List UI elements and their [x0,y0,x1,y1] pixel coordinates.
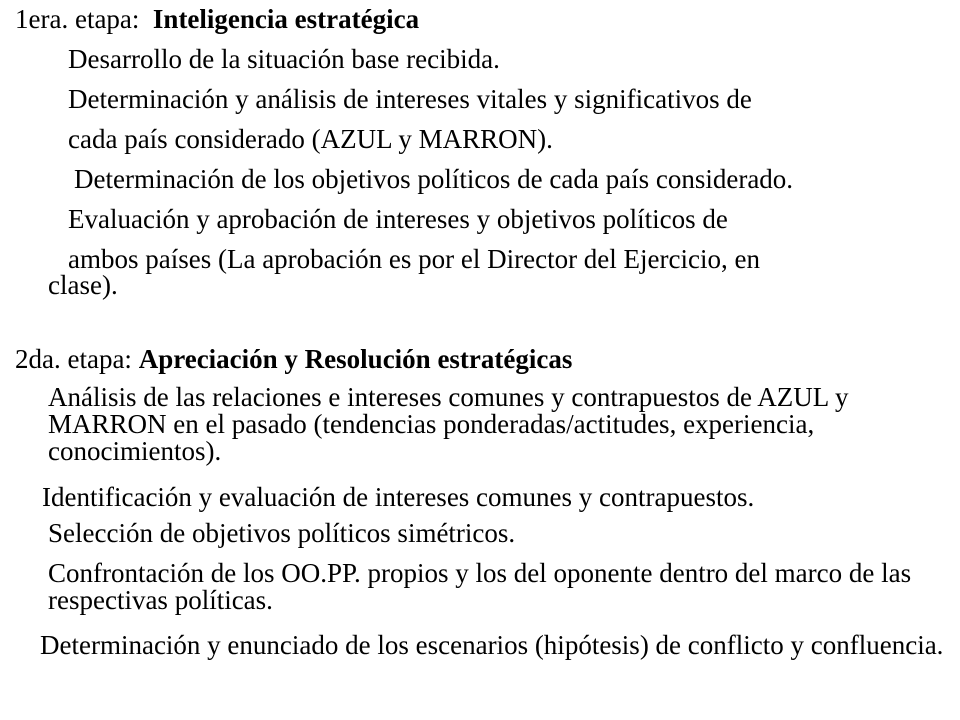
stage2-item-5: Determinación y enunciado de los escenarios (hipótesis) de conflicto y confluencia. [40,630,944,660]
stage1-heading-title: Inteligencia estratégica [152,4,420,34]
stage1-item-1: Desarrollo de la situación base recibida. [68,44,500,74]
stage2-heading-title: Apreciación y Resolución estratégicas [138,344,573,374]
stage1-heading [15,6,419,33]
stage2-item-3: Selección de objetivos políticos simétricos. [48,518,516,548]
stage1-item-4-line-1: Evaluación y aprobación de intereses y objetivos políticos de [68,204,728,234]
stage2-item-2: Identificación y evaluación de intereses comunes y contrapuestos. [42,482,755,512]
stage1-item-3: Determinación de los objetivos políticos de cada país considerado. [74,164,794,194]
stage1-item-2-line-2: cada país considerado (AZUL y MARRON). [68,124,553,154]
stage1-item-4-line-3: clase). [48,270,118,300]
stage2-item-1: Análisis de las relaciones e intereses comunes y contrapuestos de AZUL y MARRON en el pasado (tendencias ponderadas/actitudes, experiencia, conocimientos). [48,382,849,466]
stage2-heading [15,346,572,373]
stage2-item-4: Confrontación de los OO.PP. propios y los del oponente dentro del marco de las respectivas políticas. [48,558,912,615]
stage1-item-4-line-2: ambos países (La aprobación es por el Director del Ejercicio, en [68,244,760,274]
stage1-item-2-line-1: Determinación y análisis de intereses vitales y significativos de [68,84,752,114]
stage1-heading-prefix: 1era. etapa: [15,4,140,34]
stage2-heading-prefix: 2da. etapa: [15,344,132,374]
